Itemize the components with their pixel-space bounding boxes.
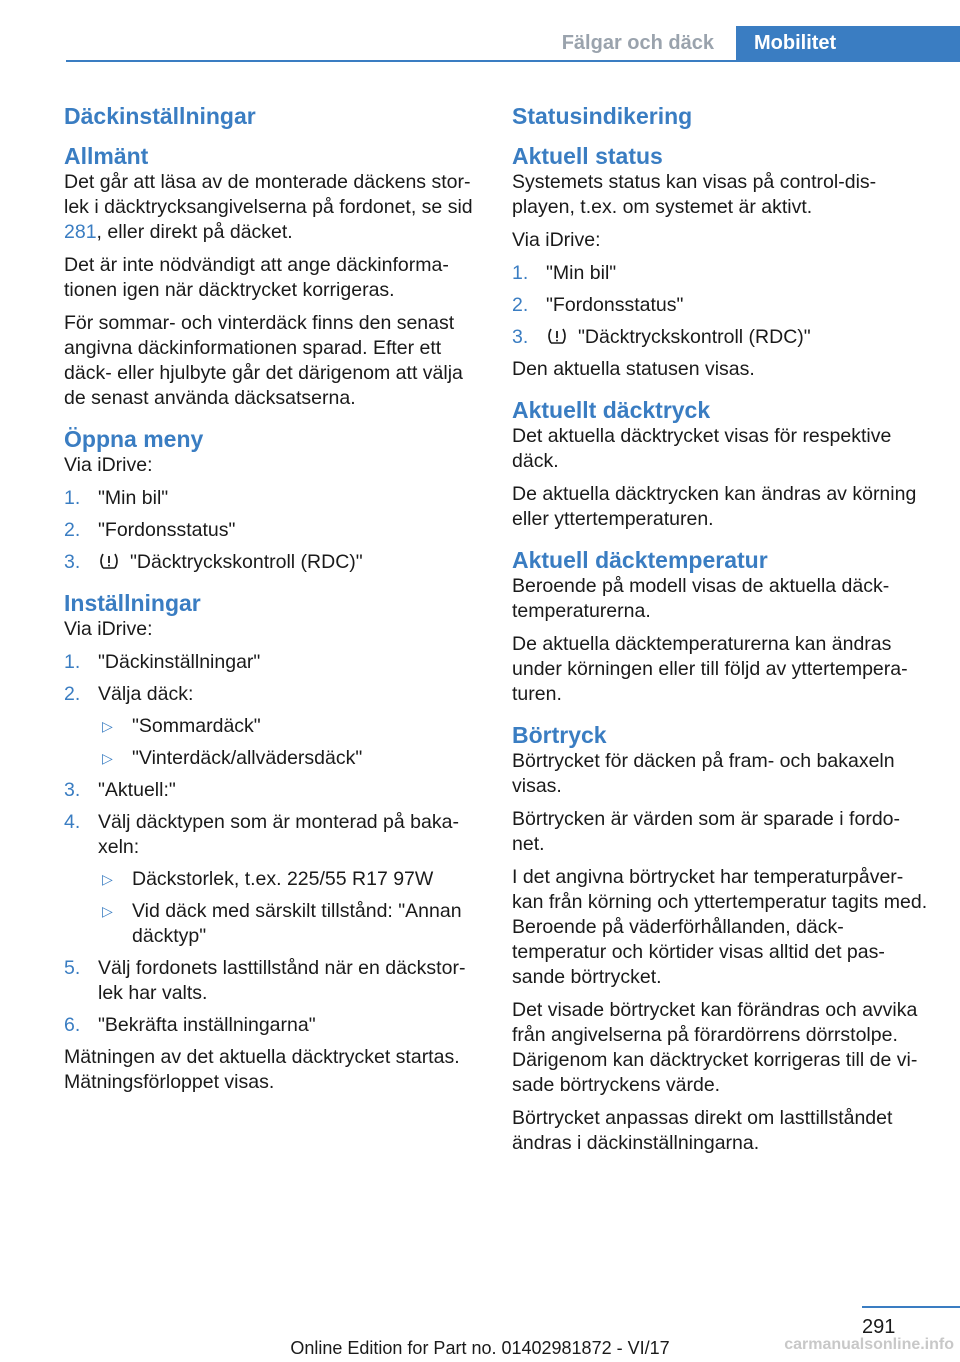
sub-list-item: [98, 746, 480, 771]
text: , eller direkt på däcket.: [96, 221, 293, 243]
header-rule: [66, 60, 960, 62]
step-list: [64, 650, 480, 1038]
list-item: [64, 550, 480, 575]
step-number: 4.: [64, 811, 81, 833]
step-text: "Fordonsstatus": [546, 294, 684, 316]
step-number: 3.: [512, 326, 529, 348]
list-item: [64, 778, 480, 803]
sub-list-item: [98, 867, 480, 892]
triangle-bullet-icon: ▷: [102, 718, 113, 734]
list-item: [512, 293, 932, 318]
intro: Via iDrive:: [64, 454, 153, 476]
step-number: 1.: [64, 651, 81, 673]
paragraph: Mätningen av det aktuella däcktrycket startas. Mätningsförloppet visas.: [64, 1046, 460, 1093]
paragraph: Börtrycken är värden som är sparade i fordo-net.: [512, 808, 901, 855]
step-number: 5.: [64, 957, 81, 979]
step-number: 2.: [512, 294, 529, 316]
heading-aktuell-dacktemperatur: Aktuell däcktemperatur: [512, 547, 768, 573]
paragraph: Beroende på modell visas de aktuella däck-temperaturerna.: [512, 575, 890, 622]
step-text: "Bekräfta inställningarna": [98, 1014, 316, 1036]
section-bortryck: [512, 721, 932, 1156]
section-oppna-meny: [64, 425, 480, 575]
text: Det går att läsa av de monterade däckens stor-lek i däcktrycksangivelserna på fordonet, se sid: [64, 171, 473, 218]
list-item: [64, 518, 480, 543]
paragraph: Systemets status kan visas på control-dis-playen, t.ex. om systemet är aktivt.: [512, 171, 877, 218]
watermark: carmanualsonline.info: [784, 1336, 954, 1353]
header-tabbar: [66, 26, 960, 62]
step-number: 1.: [64, 487, 81, 509]
step-text: Välja däck:: [98, 683, 194, 705]
section-aktuell-dacktemperatur: [512, 546, 932, 707]
paragraph: De aktuella däcktrycken kan ändras av körning eller yttertemperaturen.: [512, 483, 917, 530]
step-text: "Däcktryckskontroll (RDC)": [578, 326, 811, 348]
step-number: 6.: [64, 1014, 81, 1036]
right-column: [512, 96, 932, 1170]
section-installningar: [64, 589, 480, 1095]
section-allmant: [64, 142, 480, 411]
section-aktuell-status: [512, 142, 932, 382]
paragraph: För sommar- och vinterdäck finns den senast angivna däckinformationen sparad. Efter ett däck- eller hjulbyte går det därigenom att välja de senast använda däcksatserna.: [64, 312, 463, 409]
paragraph: Börtrycket för däcken på fram- och bakaxeln visas.: [512, 750, 895, 797]
triangle-bullet-icon: ▷: [102, 750, 113, 766]
list-item: [64, 682, 480, 771]
step-text: Välj däcktypen som är monterad på baka-xeln:: [98, 811, 459, 858]
page-number: 291: [862, 1316, 896, 1338]
step-text: "Däcktryckskontroll (RDC)": [130, 551, 363, 573]
step-list: [64, 486, 480, 575]
sub-text: "Vinterdäck/allvädersdäck": [132, 747, 363, 769]
heading-allmant: Allmänt: [64, 143, 149, 169]
step-text: "Fordonsstatus": [98, 519, 236, 541]
heading-bortryck: Börtryck: [512, 722, 607, 748]
step-number: 3.: [64, 779, 81, 801]
list-item: [512, 261, 932, 286]
sub-text: Däckstorlek, t.ex. 225/55 R17 97W: [132, 868, 434, 890]
section-aktuellt-dacktryck: [512, 396, 932, 532]
paragraph: I det angivna börtrycket har temperaturpåver-kan från körning och yttertemperatur tagits med. Beroende på väderförhållanden, däck-temperatur och körtider visas alltid det pas-sande börtrycket.: [512, 866, 928, 988]
paragraph: Det är inte nödvändigt att ange däckinforma-tionen igen när däcktrycket korrigeras.: [64, 254, 449, 301]
list-item: [64, 810, 480, 949]
paragraph: Den aktuella statusen visas.: [512, 358, 755, 380]
intro: Via iDrive:: [512, 229, 601, 251]
heading-aktuell-status: Aktuell status: [512, 143, 663, 169]
step-text: Välj fordonets lasttillstånd när en däckstor-lek har valts.: [98, 957, 466, 1004]
triangle-bullet-icon: ▷: [102, 871, 113, 887]
step-text: "Däckinställningar": [98, 651, 261, 673]
paragraph: Det visade börtrycket kan förändras och avvika från angivelserna på förardörrens dörrstolpe. Därigenom kan däcktrycket korrigeras till de vi-sade börtryckens värde.: [512, 999, 918, 1096]
list-item: [64, 650, 480, 675]
left-column: [64, 96, 480, 1109]
sub-list-item: [98, 714, 480, 739]
step-number: 2.: [64, 683, 81, 705]
tab-falgar-och-dack[interactable]: Fälgar och däck: [561, 32, 714, 54]
list-item: [64, 486, 480, 511]
tab-mobilitet[interactable]: Mobilitet: [736, 26, 960, 62]
tire-pressure-warning-icon: [546, 327, 568, 345]
heading-installningar: Inställningar: [64, 590, 201, 616]
sub-list: [98, 714, 480, 771]
sub-text: Vid däck med särskilt tillstånd: "Annan däcktyp": [132, 900, 462, 947]
paragraph: De aktuella däcktemperaturerna kan ändras under körningen eller till följd av yttertempera-turen.: [512, 633, 908, 705]
list-item: [512, 325, 932, 350]
sub-list: [98, 867, 480, 949]
step-number: 2.: [64, 519, 81, 541]
paragraph: Börtrycket anpassas direkt om lasttillståndet ändras i däckinställningarna.: [512, 1107, 893, 1154]
step-text: "Aktuell:": [98, 779, 176, 801]
step-list: [512, 261, 932, 350]
step-number: 3.: [64, 551, 81, 573]
sub-list-item: [98, 899, 480, 949]
heading-oppna-meny: Öppna meny: [64, 426, 204, 452]
list-item: [64, 956, 480, 1006]
heading-aktuellt-dacktryck: Aktuellt däcktryck: [512, 397, 711, 423]
list-item: [64, 1013, 480, 1038]
paragraph: [64, 170, 480, 245]
page-title-statusindikering: Statusindikering: [512, 103, 693, 129]
triangle-bullet-icon: ▷: [102, 903, 113, 919]
tire-pressure-warning-icon: [98, 552, 120, 570]
paragraph: Det aktuella däcktrycket visas för respektive däck.: [512, 425, 892, 472]
footer-rule: [862, 1306, 960, 1308]
step-text: "Min bil": [98, 487, 169, 509]
step-number: 1.: [512, 262, 529, 284]
page-title-dackinstallningar: Däckinställningar: [64, 103, 256, 129]
intro: Via iDrive:: [64, 618, 153, 640]
sub-text: "Sommardäck": [132, 715, 261, 737]
step-text: "Min bil": [546, 262, 617, 284]
edition-footer: Online Edition for Part no. 01402981872 - VI/17: [290, 1338, 670, 1358]
page-link[interactable]: 281: [64, 221, 97, 243]
